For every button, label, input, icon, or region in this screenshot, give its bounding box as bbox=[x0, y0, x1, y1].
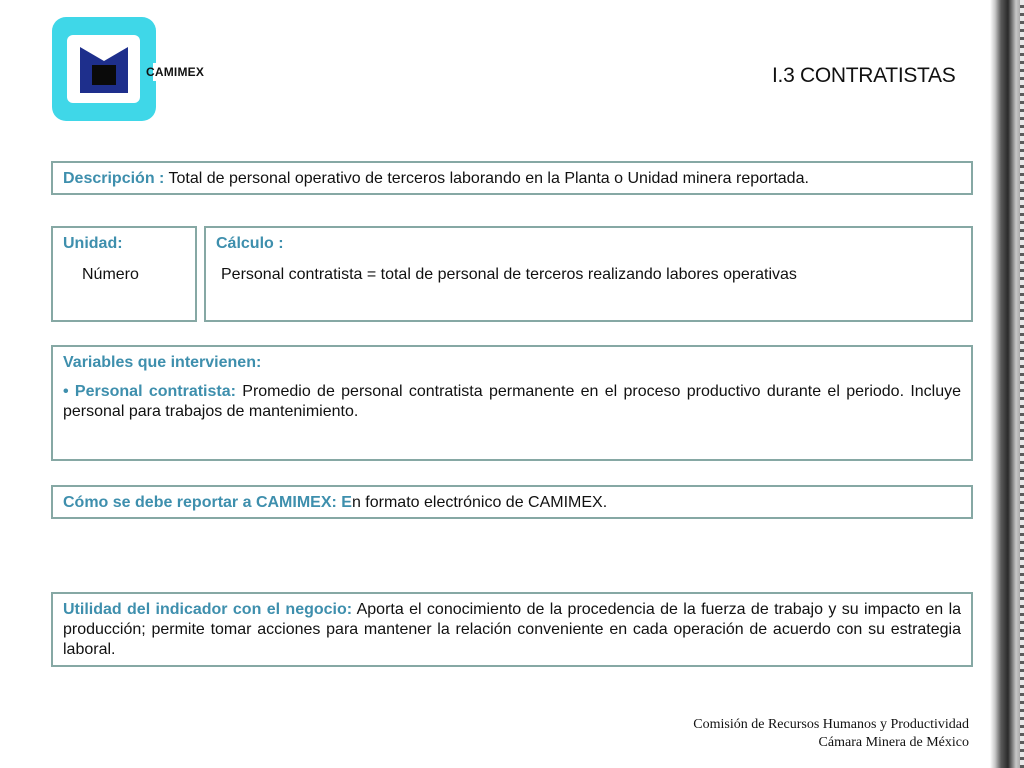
description-box bbox=[51, 161, 973, 195]
footer-line-commission: Comisión de Recursos Humanos y Productividad bbox=[693, 717, 969, 732]
description-text: Total de personal operativo de terceros laborando en la Planta o Unidad minera reportada. bbox=[168, 170, 809, 187]
calculation-label: Cálculo : bbox=[216, 235, 284, 252]
variable-item-label: Personal contratista: bbox=[74, 383, 236, 400]
utility-box bbox=[51, 592, 973, 667]
variables-label: Variables que intervienen: bbox=[63, 354, 262, 371]
reporting-text: n formato electrónico de CAMIMEX. bbox=[351, 494, 608, 511]
utility-text: Aporta el conocimiento de la procedencia de la fuerza de trabajo y su impacto en la producción; permite tomar acciones para mantener la relación conveniente en cada operación de acuerdo con su estrategia laboral. bbox=[63, 601, 962, 658]
description-label: Descripción : bbox=[63, 170, 165, 187]
utility-label: Utilidad del indicador con el negocio: bbox=[63, 601, 353, 618]
binding-edge bbox=[1020, 0, 1024, 768]
reporting-box bbox=[51, 485, 973, 519]
page-title: I.3 CONTRATISTAS bbox=[772, 64, 956, 87]
footer-line-chamber: Cámara Minera de México bbox=[818, 735, 969, 750]
variables-box bbox=[51, 345, 973, 461]
camimex-logo bbox=[52, 17, 156, 121]
camimex-logo-mark bbox=[52, 17, 156, 121]
calculation-box bbox=[204, 226, 973, 322]
bullet-icon: • bbox=[63, 383, 69, 400]
unit-label: Unidad: bbox=[63, 235, 123, 252]
page-curl-edge bbox=[990, 0, 1024, 768]
brand-name: CAMIMEX bbox=[146, 65, 205, 79]
variable-item-text: Promedio de personal contratista permanente en el proceso productivo durante el periodo. Incluye personal para trabajos de mantenimiento. bbox=[63, 383, 962, 420]
footer bbox=[693, 716, 969, 752]
reporting-label: Cómo se debe reportar a CAMIMEX: E bbox=[63, 494, 352, 511]
variable-item bbox=[63, 382, 961, 422]
unit-box bbox=[51, 226, 197, 322]
unit-value: Número bbox=[82, 266, 139, 283]
calculation-text: Personal contratista = total de personal de terceros realizando labores operativas bbox=[221, 266, 797, 283]
